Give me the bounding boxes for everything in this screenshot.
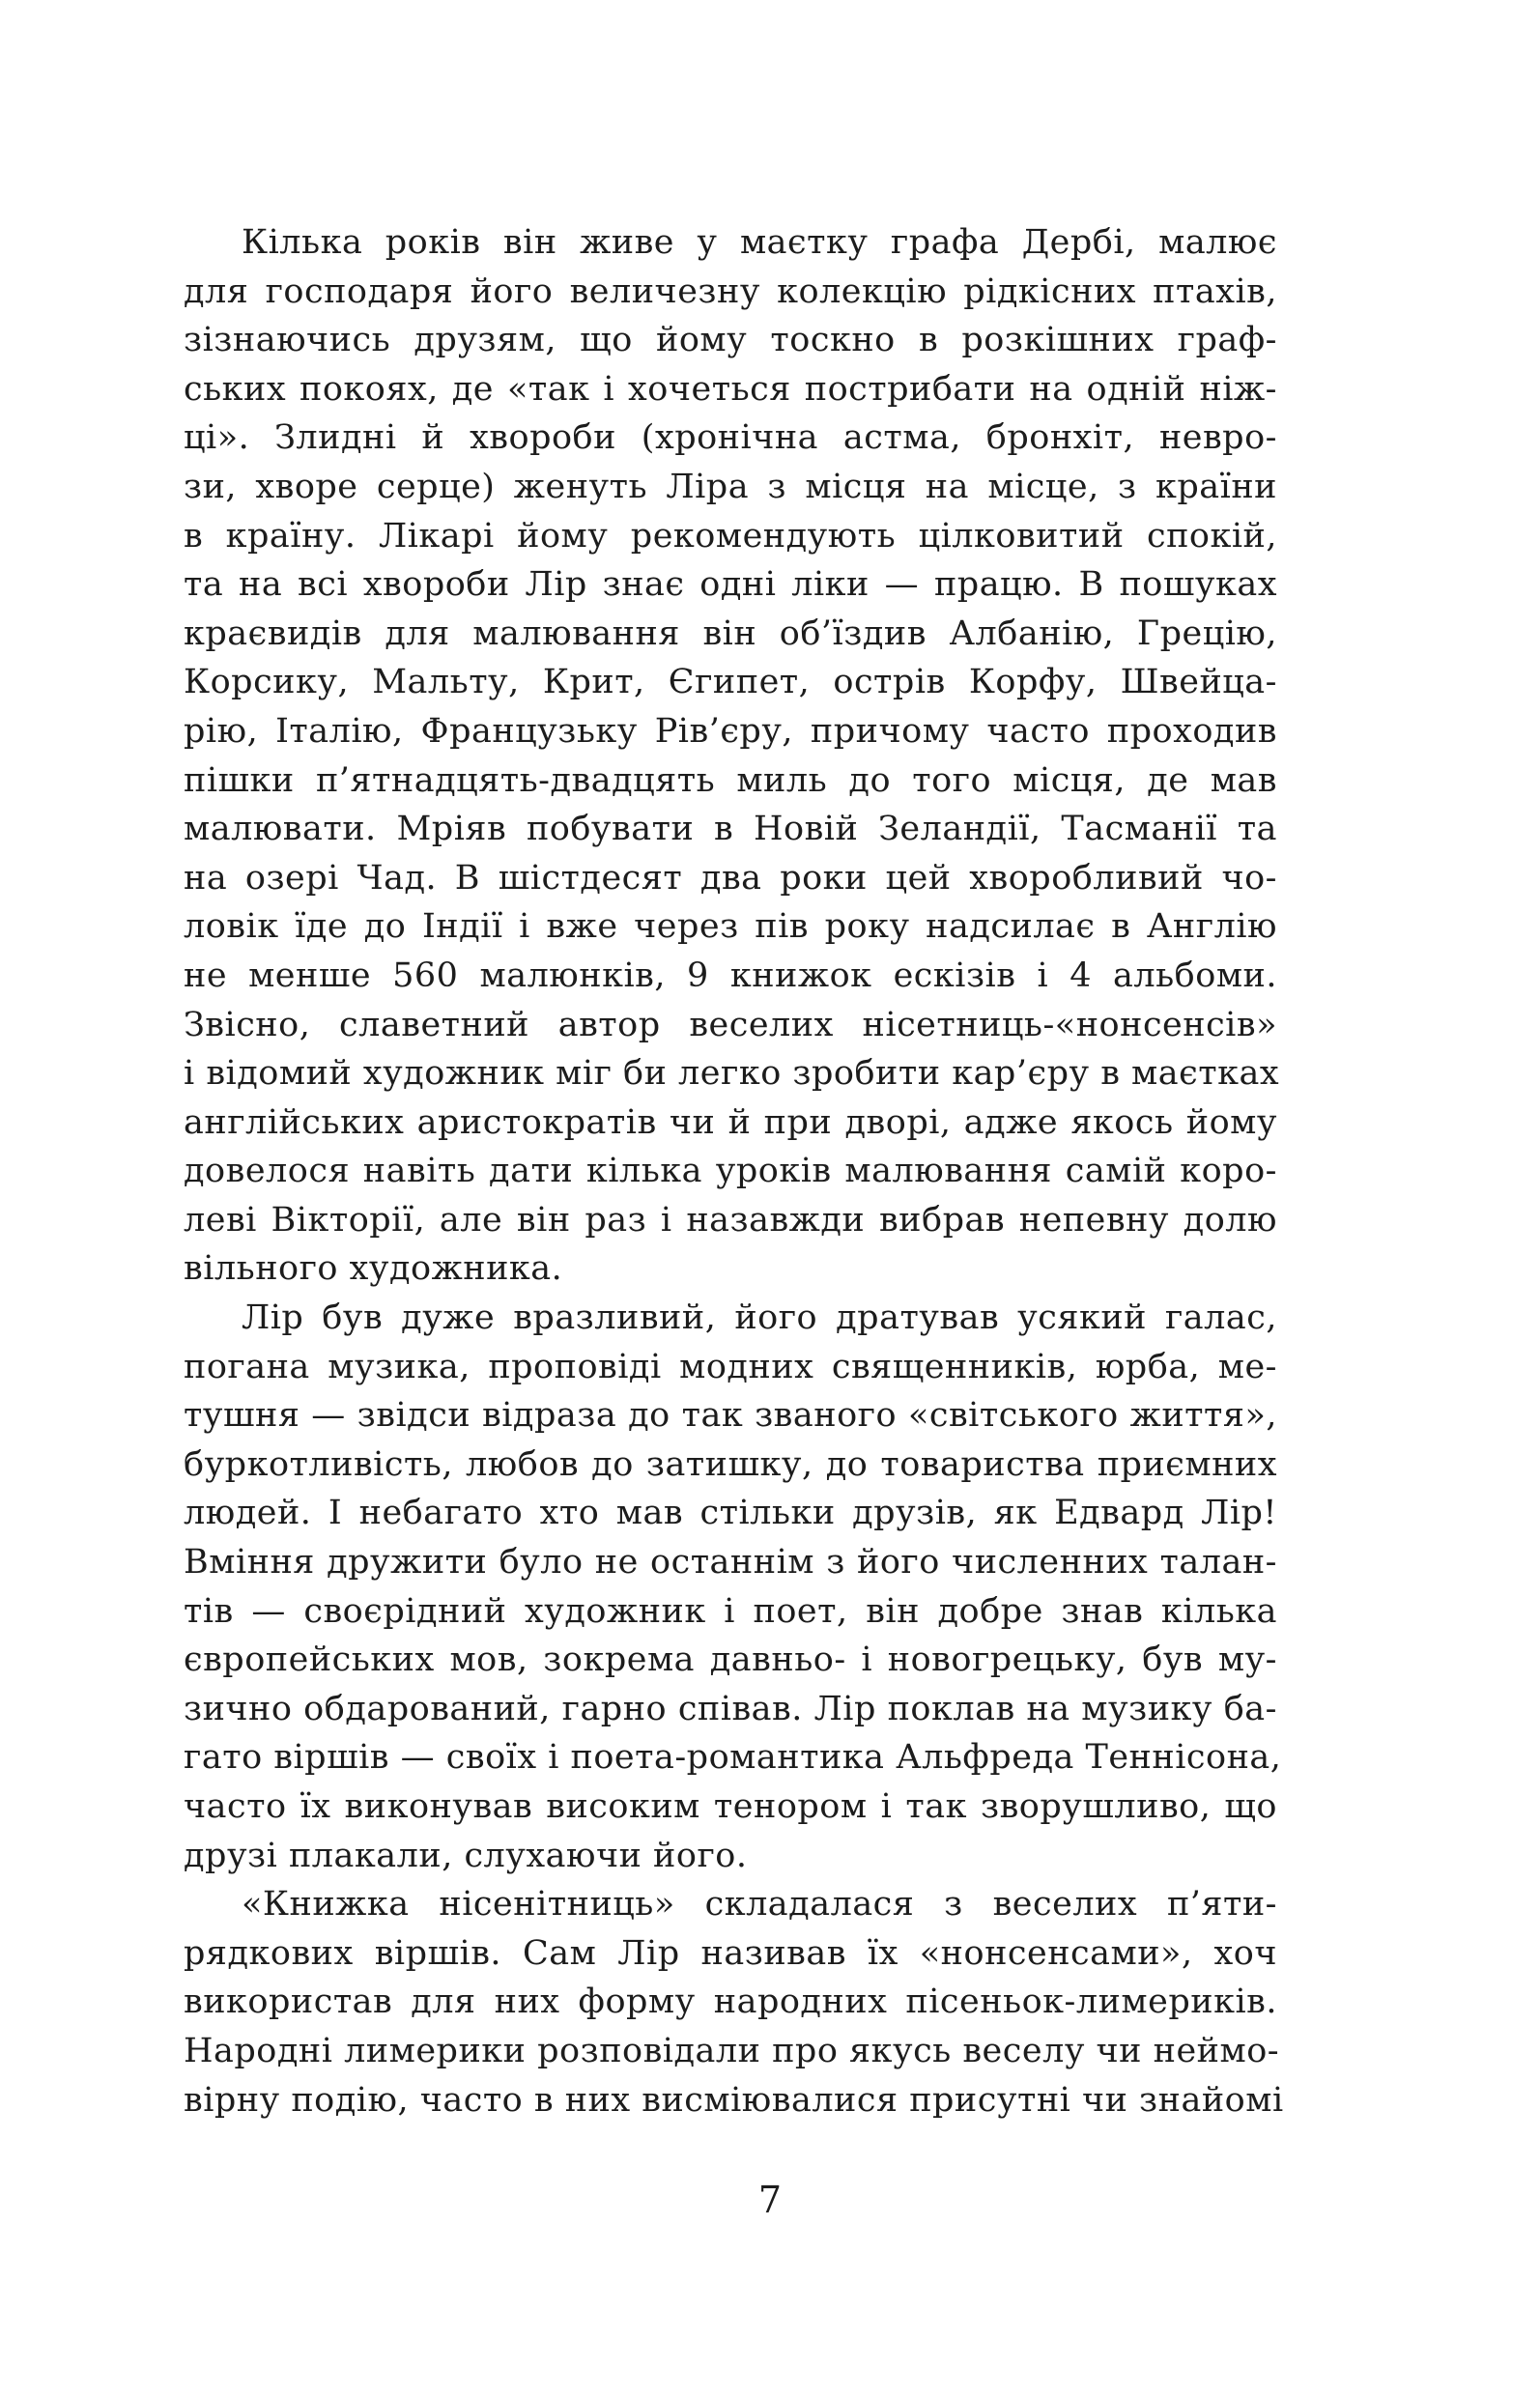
text-line: погана музика, проповіді модних священників, юрба, ме- (184, 1347, 1277, 1386)
text-line: Кілька років він живе у маєтку графа Дербі, малює (242, 223, 1277, 262)
text-line: англійських аристократів чи й при дворі, адже якось йому (184, 1102, 1277, 1142)
text-line: леві Вікторії, але він раз і назавжди вибрав непевну долю (184, 1200, 1277, 1240)
paragraph (184, 218, 1280, 1294)
text-line: рію, Італію, Французьку Рів’єру, причому часто проходив (184, 711, 1277, 751)
paragraph (184, 1294, 1282, 1880)
text-line: зично обдарований, гарно співав. Лір поклав на музику ба- (184, 1689, 1277, 1728)
text-line: часто їх виконував високим тенором і так зворушливо, що (184, 1787, 1277, 1826)
text-line: ських покоях, де «так і хочеться пострибати на одній ніж- (184, 369, 1277, 409)
text-line: Лір був дуже вразливий, його дратував усякий галас, (242, 1298, 1277, 1338)
text-line: краєвидів для малювання він об’їздив Албанію, Грецію, (184, 613, 1277, 653)
text-line: «Книжка нісенітниць» складалася з веселих п’яти- (242, 1885, 1277, 1925)
text-line: Вміння дружити було не останнім з його численних талан- (184, 1543, 1277, 1583)
text-line: друзі плакали, слухаючи його. (184, 1836, 748, 1875)
text-line: Звісно, славетний автор веселих нісетниць-«нонсенсів» (184, 1005, 1277, 1044)
text-line: Народні лимерики розповідали про якусь веселу чи неймо- (184, 2031, 1280, 2070)
body-text (184, 218, 1284, 2125)
text-line: ловік їде до Індії і вже через пів року надсилає в Англію (184, 907, 1277, 947)
text-line: для господаря його величезну колекцію рідкісних птахів, (184, 271, 1277, 311)
text-line: в країну. Лікарі йому рекомендують цілковитий спокій, (184, 516, 1277, 556)
text-line: на озері Чад. В шістдесят два роки цей хворобливий чо- (184, 858, 1277, 898)
text-line: вірну подію, часто в них висміювалися присутні чи знайомі (184, 2080, 1284, 2120)
text-line: зізнаючись друзям, що йому тоскно в розкішних граф- (184, 321, 1277, 360)
text-line: тів — своєрідний художник і поет, він добре знав кілька (184, 1591, 1277, 1631)
text-line: пішки п’ятнадцять-двадцять миль до того місця, де мав (184, 760, 1277, 800)
text-line: Корсику, Мальту, Крит, Єгипет, острів Корфу, Швейца- (184, 663, 1277, 702)
text-line: тушня — звідси відраза до так званого «світського життя», (184, 1396, 1277, 1436)
text-line: вільного художника. (184, 1249, 563, 1289)
page-number: 7 (757, 2179, 783, 2221)
text-line: довелося навіть дати кілька уроків малювання самій коро- (184, 1152, 1277, 1191)
text-line: малювати. Мріяв побувати в Новій Зеландії, Тасманії та (184, 810, 1277, 849)
text-line: гато віршів — своїх і поета-романтика Альфреда Теннісона, (184, 1738, 1282, 1778)
text-line: використав для них форму народних пісеньок-лимериків. (184, 1982, 1277, 2022)
text-line: не менше 560 малюнків, 9 книжок ескізів і 4 альбоми. (184, 956, 1277, 995)
text-line: та на всі хвороби Лір знає одні ліки — працю. В пошуках (184, 565, 1277, 605)
text-line: європейських мов, зокрема давньо- і новогрецьку, був му- (184, 1640, 1277, 1680)
paragraph (184, 1880, 1284, 2125)
text-line: зи, хворе серце) женуть Ліра з місця на місце, з країни (184, 467, 1277, 506)
text-line: буркотливість, любов до затишку, до товариства приємних (184, 1444, 1277, 1484)
text-line: і відомий художник міг би легко зробити кар’єру в маєтках (184, 1054, 1280, 1094)
text-line: ці». Злидні й хвороби (хронічна астма, бронхіт, невро- (184, 418, 1277, 458)
text-line: рядкових віршів. Сам Лір називав їх «нонсенсами», хоч (184, 1933, 1277, 1973)
text-line: людей. І небагато хто мав стільки друзів, як Едвард Лір! (184, 1494, 1277, 1533)
